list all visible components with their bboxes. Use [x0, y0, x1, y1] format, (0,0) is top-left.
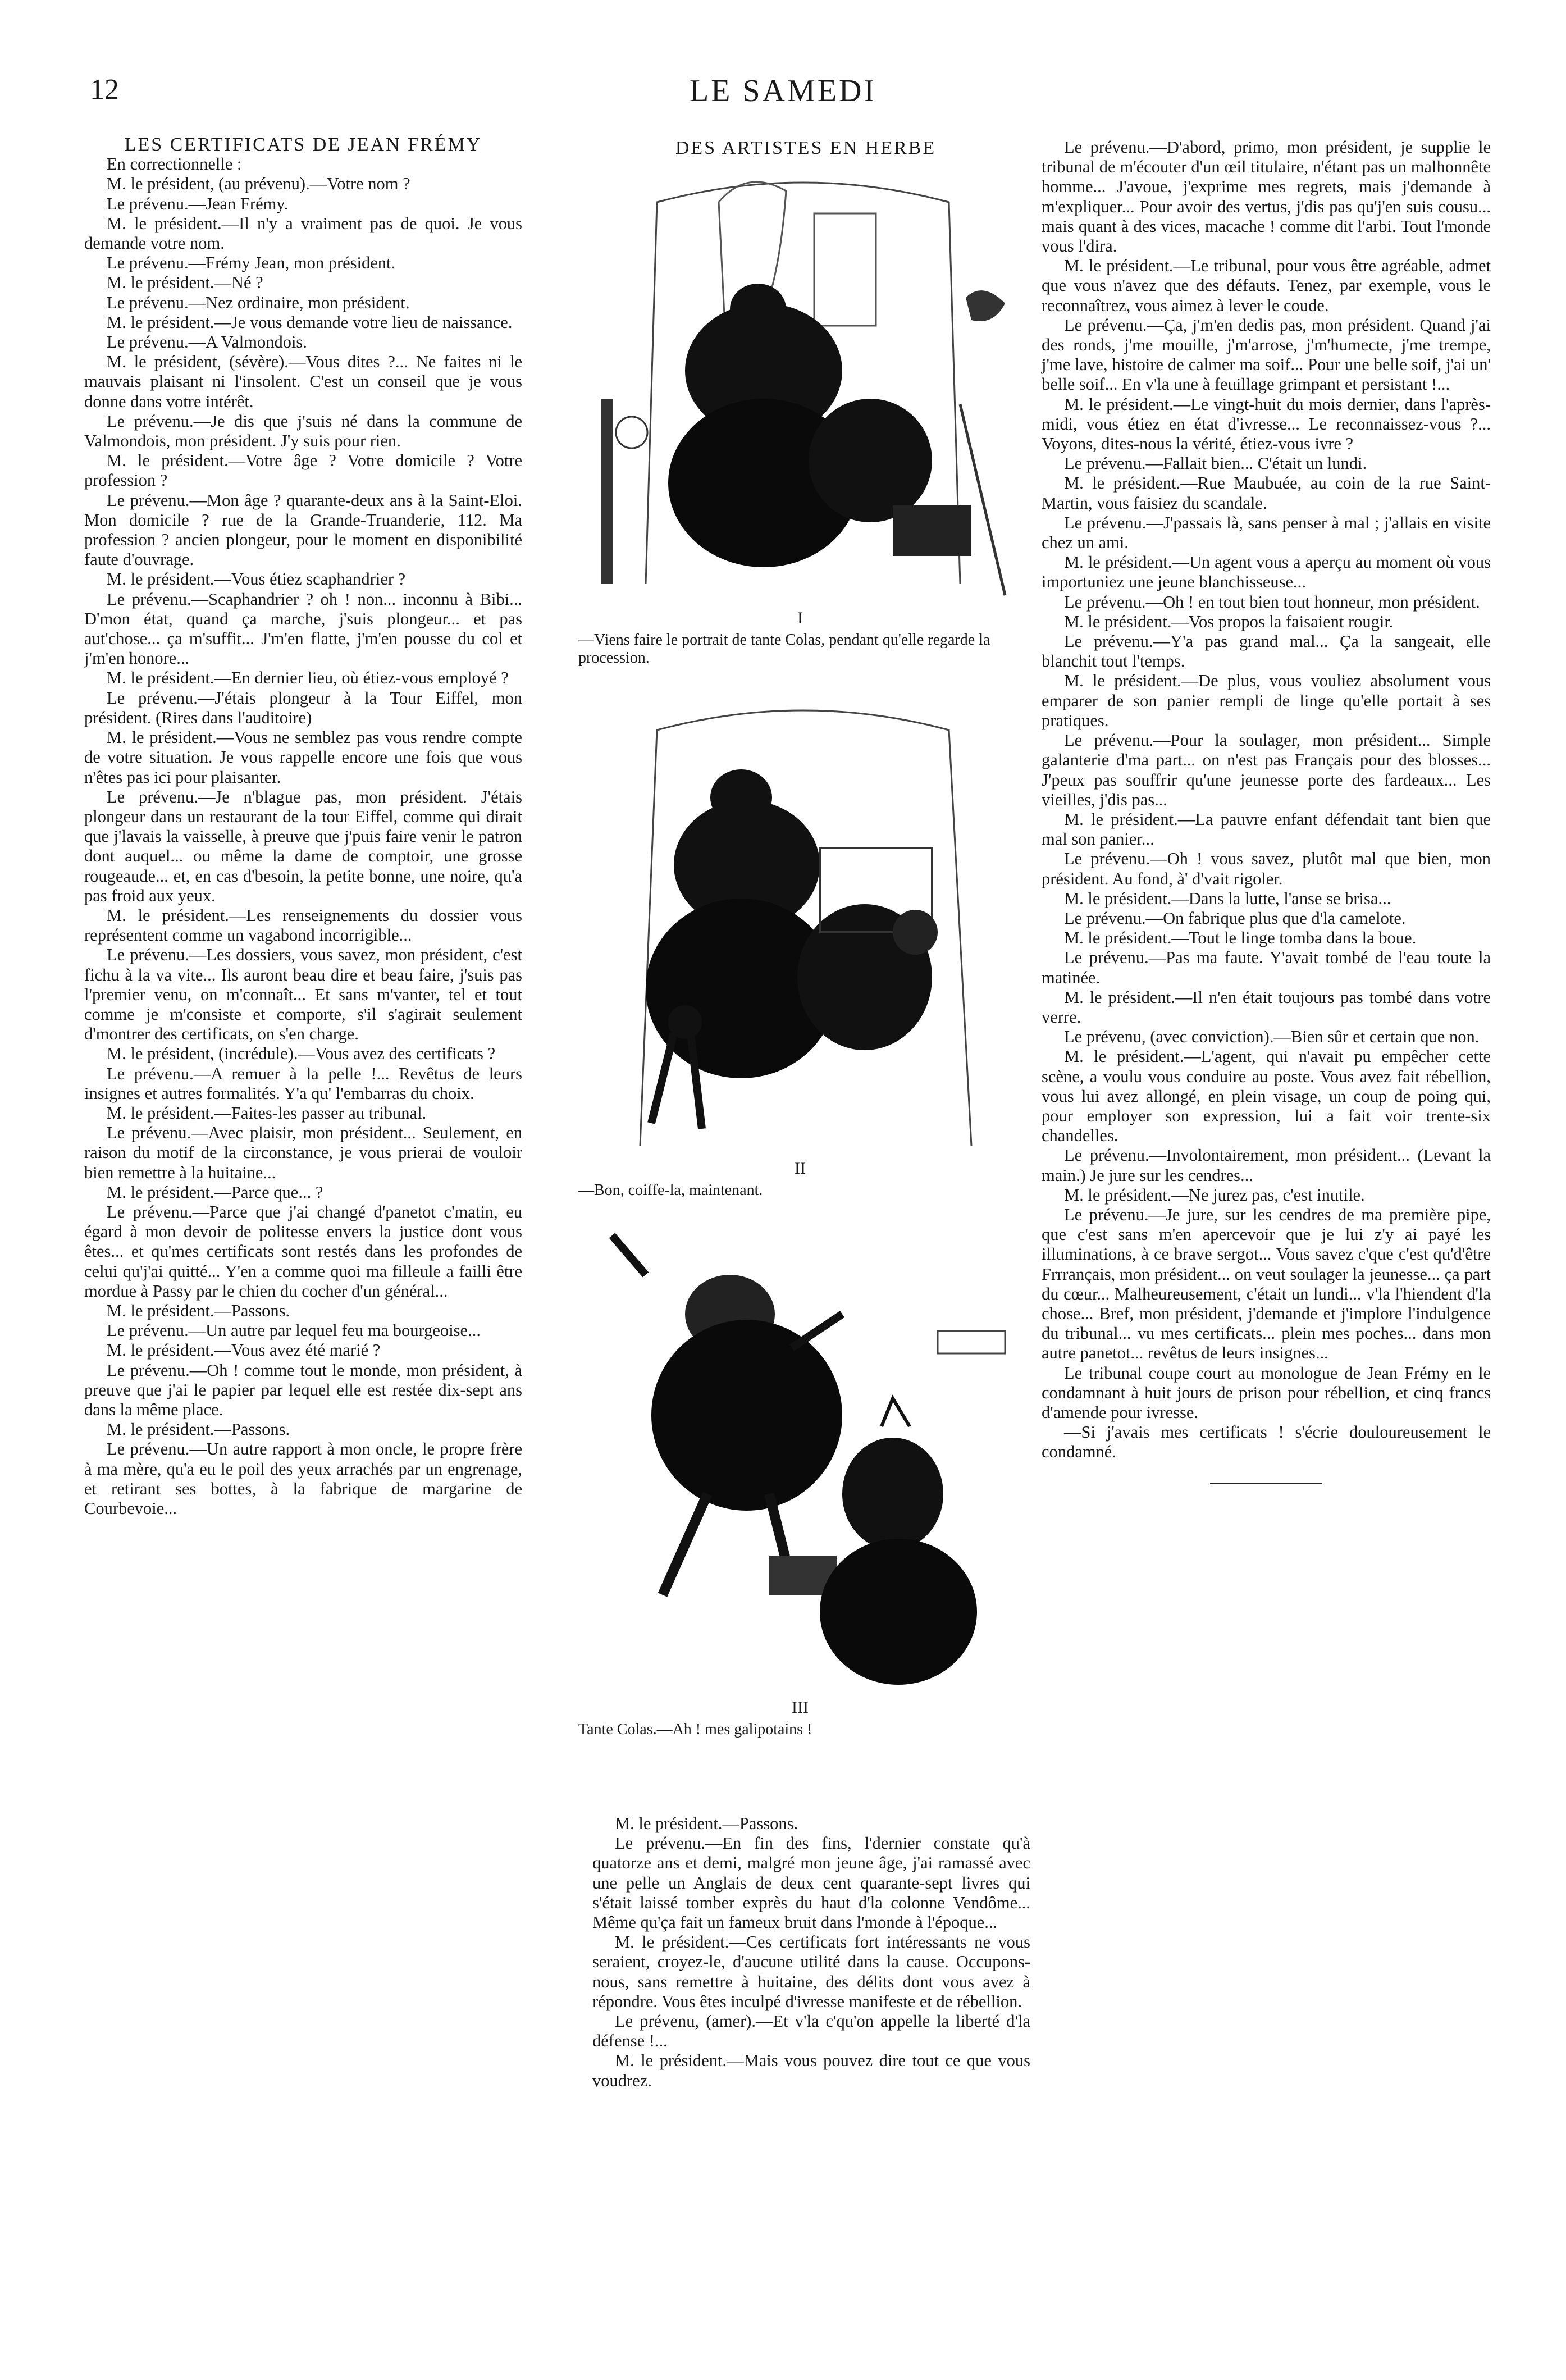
paragraph: Le prévenu.—Ça, j'm'en dedis pas, mon président. Quand j'ai des ronds, j'me mouille, j'm'arrose, j'm'humecte, j'me trempe, j'me lave, histoire de calmer ma soif... Pour une belle soif, j'ai un' belle soif... En v'la une à feuillage grimpant et persistant !... — [1042, 315, 1491, 394]
paragraph: Le prévenu.—Y'a pas grand mal... Ça la sangeait, elle blanchit tout l'temps. — [1042, 632, 1491, 671]
paragraph: M. le président.—Votre âge ? Votre domicile ? Votre profession ? — [84, 451, 522, 490]
illustration-2 — [578, 696, 1022, 1200]
paragraph: M. le président.—Un agent vous a aperçu au moment où vous importuniez une jeune blanchisseuse... — [1042, 553, 1491, 592]
paragraph: —Si j'avais mes certificats ! s'écrie douloureusement le condamné. — [1042, 1422, 1491, 1462]
illustration-3 — [578, 1202, 1022, 1739]
paragraph: Le prévenu.—En fin des fins, l'dernier constate qu'à quatorze ans et demi, malgré mon jeune âge, j'ai ramassé avec une pelle un Anglais de deux cent quarante-sept livres qui s'était laissé tomber exprès du haut d'la colonne Vendôme... Même qu'ça fait un fameux bruit dans l'monde à l'époque... — [592, 1834, 1030, 1932]
figure-caption: Tante Colas.—Ah ! mes galipotains ! — [578, 1721, 812, 1738]
paragraph: Le prévenu.—Frémy Jean, mon président. — [107, 253, 396, 273]
paragraph: M. le président.—Vos propos la faisaient rougir. — [1064, 612, 1394, 631]
paragraph: Le prévenu.—Nez ordinaire, mon président. — [107, 293, 410, 312]
column-right — [1042, 138, 1491, 1484]
paragraph: Le prévenu.—Scaphandrier ? oh ! non... inconnu à Bibi... D'mon état, quand ça marche, j'suis plongeur... et pas aut'chose... ça m'suffit... J'm'en flatte, j'm'en pousse du col et j'm'en honore... — [84, 589, 522, 668]
paragraph: M. le président.—Né ? — [107, 273, 263, 293]
paragraph: Le prévenu.—D'abord, primo, mon président, je supplie le tribunal de m'écouter d'un œil titulaire, n'étant pas un malhonnête homme... J'avoue, j'exprime mes regrets, mais j'demande à m'expliquer... Pour avoir des vertus, j'dis pas qu'j'en suis cousu... mais quant à des vices, macache ! comme dit l'arbi. Tout l'monde vous l'dira. — [1042, 138, 1491, 256]
article-title: LES CERTIFICATS DE JEAN FRÉMY — [124, 134, 482, 155]
paragraph: Le prévenu.—Un autre rapport à mon oncle, le propre frère à ma mère, qu'a eu le poil des yeux arrachés par un engrenage, et retirant ses bottes, à la fabrique de margarine de Courbevoie... — [84, 1439, 522, 1519]
paragraph: M. le président.—Tout le linge tomba dans la boue. — [1064, 928, 1417, 948]
paragraph: M. le président.—Il n'y a vraiment pas de quoi. Je vous demande votre nom. — [84, 213, 522, 253]
paragraph: Le prévenu, (amer).—Et v'la c'qu'on appelle la liberté d'la défense !... — [592, 2012, 1030, 2051]
figure-caption: —Viens faire le portrait de tante Colas, pendant qu'elle regarde la procession. — [578, 631, 990, 667]
paragraph: Le prévenu.—J'étais plongeur à la Tour Eiffel, mon président. (Rires dans l'auditoire) — [84, 688, 522, 727]
paragraph: M. le président.—Vous étiez scaphandrier ? — [107, 569, 406, 589]
figure-numeral: III — [792, 1698, 809, 1717]
paragraph: Le prévenu.—On fabrique plus que d'la camelote. — [1064, 908, 1406, 928]
paragraph: Le prévenu.—J'passais là, sans penser à mal ; j'allais en visite chez un ami. — [1042, 513, 1491, 553]
paragraph: M. le président.—Le vingt-huit du mois dernier, dans l'après-midi, vous étiez en état d'ivresse... Le reconnaissez-vous ?... Voyons, dites-nous la vérité, étiez-vous ivre ? — [1042, 394, 1491, 454]
paragraph: M. le président.—Passons. — [107, 1420, 290, 1439]
paragraph: M. le président.—De plus, vous vouliez absolument vous emparer de son panier rempli de linge qu'elle portait à ses pratiques. — [1042, 671, 1491, 730]
paragraph: Le prévenu.—Fallait bien... C'était un lundi. — [1064, 454, 1367, 473]
end-rule — [1210, 1483, 1322, 1484]
paragraph: M. le président.—Ne jurez pas, c'est inutile. — [1064, 1185, 1365, 1205]
paragraph: M. le président, (incrédule).—Vous avez des certificats ? — [107, 1044, 496, 1064]
paragraph: M. le président.—Vous ne semblez pas vous rendre compte de votre situation. Je vous rappelle encore une fois que vous n'êtes pas ici pour plaisanter. — [84, 728, 522, 787]
paragraph: Le prévenu.—Pour la soulager, mon président... Simple galanterie d'ma part... on n'est pas Français pour des blosses... J'peux pas souffrir qu'une jeunesse porte des fardeaux... Les vieilles, j'dis pas... — [1042, 731, 1491, 809]
paragraph: Le prévenu.—Je n'blague pas, mon président. J'étais plongeur dans un restaurant de la tour Eiffel, comme qui dirait que j'lavais la vaisselle, à preuve que j'puis faire venir le patron dont auquel... ou même la dame de comptoir, une grosse rougeaude... et, en cas d'besoin, la petite bonne, une noire, qu'a pas froid aux yeux. — [84, 787, 522, 905]
figure-caption: —Bon, coiffe-la, maintenant. — [578, 1182, 763, 1199]
paragraph: M. le président.—Passons. — [107, 1301, 290, 1320]
illustration-1 — [578, 168, 1022, 667]
paragraph: M. le président.—Les renseignements du dossier vous représentent comme un vagabond incorrigible... — [84, 905, 522, 945]
paragraph: Le prévenu.—Oh ! en tout bien tout honneur, mon président. — [1064, 592, 1480, 612]
paragraph: Le prévenu.—Jean Frémy. — [107, 194, 289, 213]
illustration-title: DES ARTISTES EN HERBE — [675, 138, 937, 158]
paragraph: Le prévenu.—Avec plaisir, mon président... Seulement, en raison du motif de la circonstance, je vous prierai de vouloir bien remettre à la huitaine... — [84, 1123, 522, 1182]
paragraph: Le prévenu.—Parce que j'ai changé d'panetot c'matin, eu égard à mon devoir de politesse envers la justice dont vous êtes... et qu'mes certificats sont restés dans les profondes de celui qu'j'ai quitté... Y'en a comme quoi ma filleule a failli être mordue à Passy par le chien du cocher d'un général... — [84, 1202, 522, 1301]
paragraph: Le tribunal coupe court au monologue de Jean Frémy en le condamnant à huit jours de prison pour rébellion, et cinq francs d'amende pour ivresse. — [1042, 1363, 1491, 1422]
masthead: LE SAMEDI — [689, 74, 877, 108]
paragraph: Le prévenu.—A Valmondois. — [107, 332, 307, 352]
paragraph: M. le président.—Vous avez été marié ? — [107, 1341, 381, 1360]
paragraph: Le prévenu.—A remuer à la pelle !... Revêtus de leurs insignes et autres formalités. Y'a qu' l'embarras du choix. — [84, 1064, 522, 1103]
paragraph: M. le président, (au prévenu).—Votre nom ? — [107, 174, 410, 194]
paragraph: M. le président.—Dans la lutte, l'anse se brisa... — [1064, 888, 1391, 908]
paragraph: Le prévenu.—Je dis que j'suis né dans la commune de Valmondois, mon président. J'y suis pour rien. — [84, 411, 522, 451]
paragraph: Le prévenu, (avec conviction).—Bien sûr et certain que non. — [1064, 1027, 1480, 1047]
paragraph: Le prévenu.—Mon âge ? quarante-deux ans à la Saint-Eloi. Mon domicile ? rue de la Grande-Truanderie, 112. Ma profession ? ancien plongeur, pour le moment en disponibilité faute d'ouvrage. — [84, 490, 522, 569]
paragraph: Le prévenu.—Je jure, sur les cendres de ma première pipe, que c'est sans m'en apercevoir que je lui z'y ai payé les illuminations, à ce brave sergot... Vous savez c'que c'est qu'd'être Frrrançais, mon président... on veut soulager la jeunesse... ça part du cœur... Malheureusement, c'était un lundi... v'la l'hiendent d'la chose... Bref, mon président, j'demande et j'implore l'indulgence du tribunal... vu mes certificats... plein mes poches... dans mon autre panetot... revêtus de leurs insignes... — [1042, 1205, 1491, 1363]
figure-numeral: I — [797, 609, 803, 627]
paragraph: M. le président.—Je vous demande votre lieu de naissance. — [107, 312, 513, 332]
paragraph: Le prévenu.—Oh ! vous savez, plutôt mal que bien, mon président. Au fond, à' d'vait rigoler. — [1042, 849, 1491, 888]
paragraph: En correctionnelle : — [107, 154, 242, 174]
paragraph: M. le président.—Ces certificats fort intéressants ne vous seraient, croyez-le, d'aucune utilité dans la cause. Occupons-nous, sans remettre à huitaine, des délits dont vous avez à répondre. Vous êtes inculpé d'ivresse manifeste et de rébellion. — [592, 1932, 1030, 2011]
paragraph: Le prévenu.—Involontairement, mon président... (Levant la main.) Je jure sur les cendres... — [1042, 1146, 1491, 1185]
paragraph: Le prévenu.—Un autre par lequel feu ma bourgeoise... — [107, 1321, 481, 1341]
paragraph: Le prévenu.—Les dossiers, vous savez, mon président, c'est fichu à la va vite... Ils auront beau dire et beau faire, j'suis pas l'premier venu, on m'connaît... Et sans m'vanter, tel et tout comme je m'consiste et comporte, s'il s'agirait seulement d'montrer des certificats, on s'en charge. — [84, 945, 522, 1044]
paragraph: M. le président.—Mais vous pouvez dire tout ce que vous voudrez. — [592, 2051, 1030, 2090]
paragraph: M. le président.—Passons. — [615, 1814, 798, 1833]
page-number: 12 — [90, 74, 119, 106]
paragraph: M. le président.—Il n'en était toujours pas tombé dans votre verre. — [1042, 987, 1491, 1027]
paragraph: M. le président.—Faites-les passer au tribunal. — [107, 1103, 427, 1123]
paragraph: M. le président.—Le tribunal, pour vous être agréable, admet que vous n'avez que des défauts. Tenez, par exemple, vous le reconnaîtrez, vous aimez à lever le coude. — [1042, 256, 1491, 315]
illustration-3-drawing — [578, 1202, 1022, 1696]
paragraph: M. le président, (sévère).—Vous dites ?... Ne faites ni le mauvais plaisant ni l'insolent. C'est un conseil que je vous donne dans votre intérêt. — [84, 352, 522, 411]
illustration-1-drawing — [578, 168, 1022, 607]
paragraph: Le prévenu.—Oh ! comme tout le monde, mon président, à preuve que j'ai le papier par lequel elle est restée dix-sept ans dans la même place. — [84, 1360, 522, 1419]
column-middle — [592, 1814, 1030, 2091]
paragraph: Le prévenu.—Pas ma faute. Y'avait tombé de l'eau toute la matinée. — [1042, 948, 1491, 987]
figure-numeral: II — [795, 1159, 806, 1178]
column-left — [84, 135, 522, 1519]
paragraph: M. le président.—L'agent, qui n'avait pu empêcher cette scène, a voulu vous conduire au poste. Vous avez fait rébellion, vous lui avez allongé, en plein visage, un coup de poing qui, pour employer son expression, lui a fait voir trente-six chandelles. — [1042, 1047, 1491, 1146]
paragraph: M. le président.—La pauvre enfant défendait tant bien que mal son panier... — [1042, 809, 1491, 849]
paragraph: M. le président.—En dernier lieu, où étiez-vous employé ? — [107, 668, 509, 688]
illustration-2-drawing — [578, 696, 1022, 1157]
paragraph: M. le président.—Parce que... ? — [107, 1182, 323, 1202]
paragraph: M. le président.—Rue Maubuée, au coin de la rue Saint-Martin, vous faisiez du scandale. — [1042, 473, 1491, 513]
page-header — [90, 73, 1476, 118]
